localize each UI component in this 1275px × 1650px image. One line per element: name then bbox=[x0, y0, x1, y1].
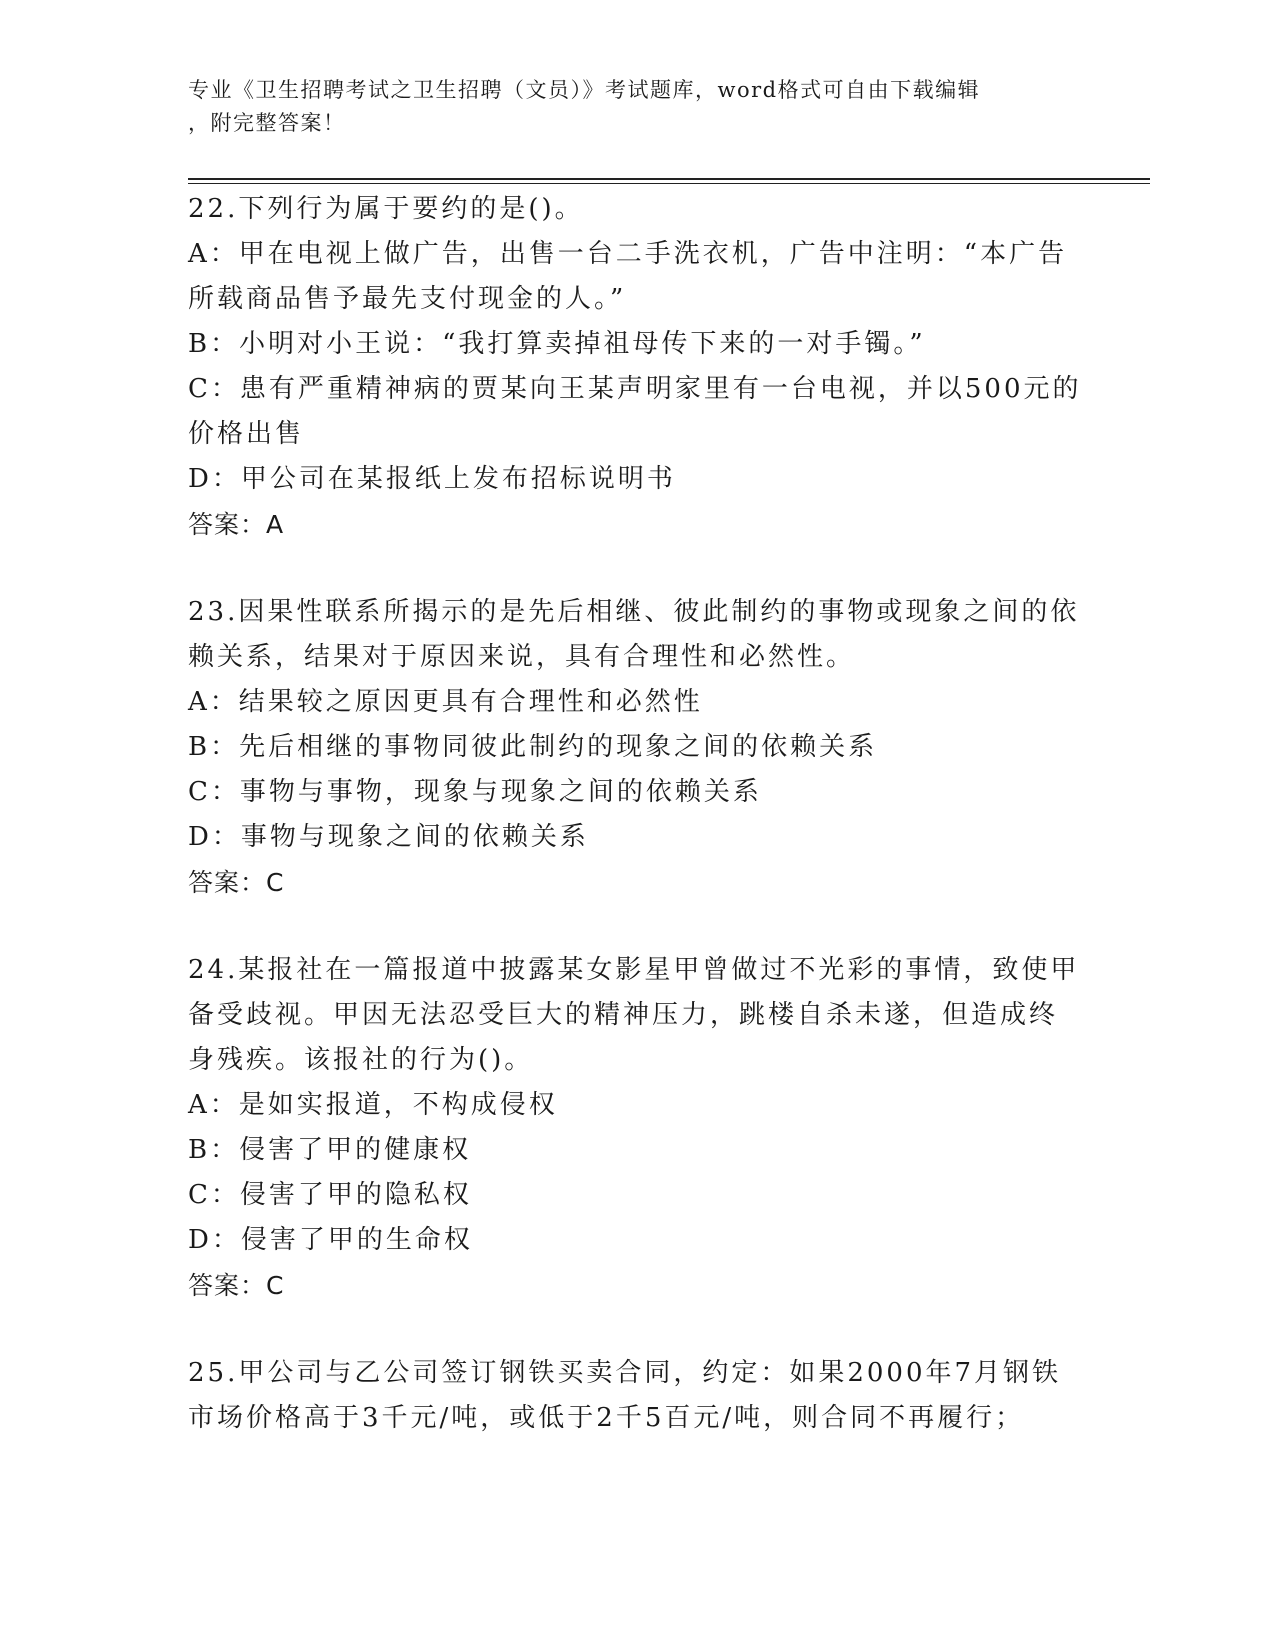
option-line: 价格出售 bbox=[188, 419, 305, 449]
header-line-2: ，附完整答案！ bbox=[188, 111, 346, 135]
option-line: B：侵害了甲的健康权 bbox=[188, 1135, 472, 1165]
answer-line: 答案：C bbox=[188, 868, 285, 897]
option-line: D：事物与现象之间的依赖关系 bbox=[188, 822, 589, 852]
question-stem-line: 22.下列行为属于要约的是()。 bbox=[188, 194, 584, 224]
question-stem-line: 24.某报社在一篇报道中披露某女影星甲曾做过不光彩的事情，致使甲 bbox=[188, 955, 1080, 985]
option-line: B：小明对小王说：“我打算卖掉祖母传下来的一对手镯。” bbox=[188, 329, 926, 359]
option-line: A：是如实报道，不构成侵权 bbox=[188, 1090, 558, 1120]
answer-line: 答案：A bbox=[188, 510, 285, 539]
option-line: A：甲在电视上做广告，出售一台二手洗衣机，广告中注明：“本广告 bbox=[188, 239, 1068, 269]
option-line: 所载商品售予最先支付现金的人。” bbox=[188, 284, 627, 314]
question-stem-line: 赖关系，结果对于原因来说，具有合理性和必然性。 bbox=[188, 642, 856, 672]
option-line: C：侵害了甲的隐私权 bbox=[188, 1180, 472, 1210]
question-block bbox=[188, 1351, 1088, 1441]
document-header bbox=[188, 74, 1068, 140]
question-list bbox=[188, 187, 1088, 1441]
option-line: D：侵害了甲的生命权 bbox=[188, 1225, 473, 1255]
option-line: C：事物与事物，现象与现象之间的依赖关系 bbox=[188, 777, 762, 807]
option-line: C：患有严重精神病的贾某向王某声明家里有一台电视，并以500元的 bbox=[188, 374, 1082, 404]
option-line: A：结果较之原因更具有合理性和必然性 bbox=[188, 687, 703, 717]
question-stem-line: 身残疾。该报社的行为()。 bbox=[188, 1045, 534, 1075]
question-stem-line: 25.甲公司与乙公司签订钢铁买卖合同，约定：如果2000年7月钢铁 bbox=[188, 1358, 1062, 1388]
question-block bbox=[188, 187, 1088, 547]
question-stem-line: 市场价格高于3千元/吨，或低于2千5百元/吨，则合同不再履行； bbox=[188, 1403, 1025, 1433]
header-divider bbox=[188, 178, 1150, 180]
question-block bbox=[188, 948, 1088, 1308]
question-stem-line: 备受歧视。甲因无法忍受巨大的精神压力，跳楼自杀未遂，但造成终 bbox=[188, 1000, 1059, 1030]
question-block bbox=[188, 590, 1088, 905]
question-stem-line: 23.因果性联系所揭示的是先后相继、彼此制约的事物或现象之间的依 bbox=[188, 597, 1080, 627]
header-line-1: 专业《卫生招聘考试之卫生招聘（文员）》考试题库，word格式可自由下载编辑 bbox=[188, 78, 981, 102]
answer-line: 答案：C bbox=[188, 1271, 285, 1300]
option-line: D：甲公司在某报纸上发布招标说明书 bbox=[188, 464, 676, 494]
header-divider-thin bbox=[188, 183, 1150, 184]
option-line: B：先后相继的事物同彼此制约的现象之间的依赖关系 bbox=[188, 732, 878, 762]
